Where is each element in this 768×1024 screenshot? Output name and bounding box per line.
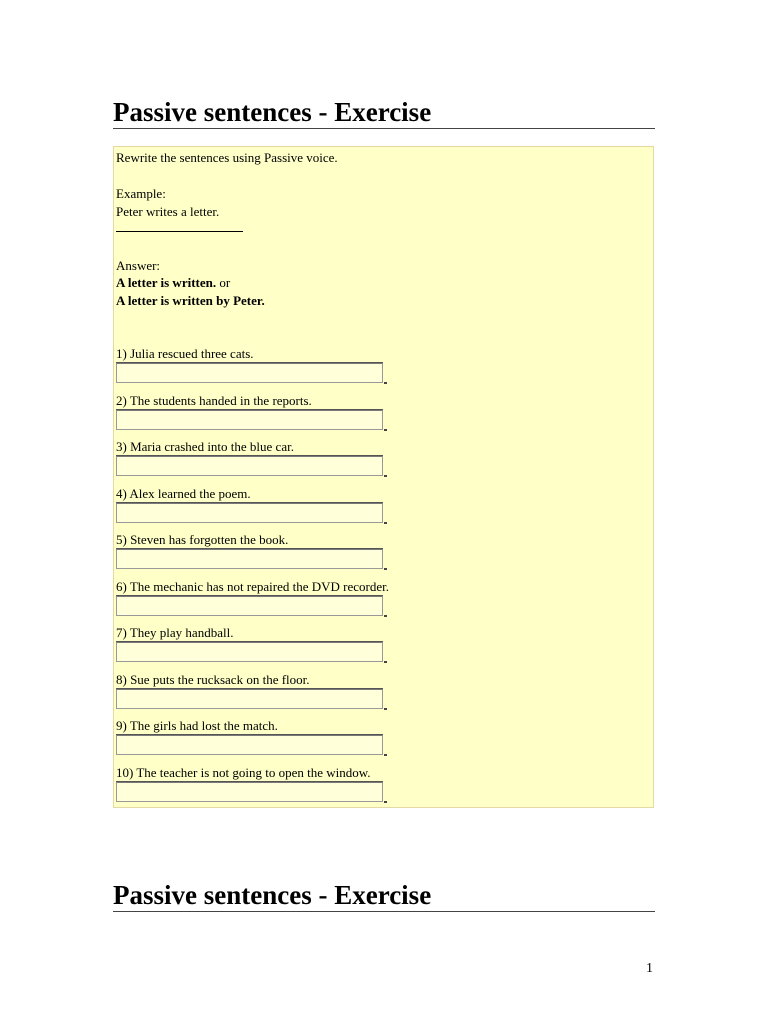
answer-input[interactable]: [116, 735, 383, 755]
question-text: 5) Steven has forgotten the book.: [116, 532, 289, 547]
answer-input[interactable]: [116, 689, 383, 709]
answer-period: [384, 708, 387, 710]
example-blank-line: [116, 231, 243, 232]
answer-period: [384, 615, 387, 617]
answer-input[interactable]: [116, 456, 383, 476]
answer-input[interactable]: [116, 410, 383, 430]
answer-period: [384, 475, 387, 477]
question-text: 1) Julia rescued three cats.: [116, 346, 254, 361]
question-text: 2) The students handed in the reports.: [116, 393, 312, 408]
question-text: 4) Alex learned the poem.: [116, 486, 251, 501]
answer-input[interactable]: [116, 782, 383, 802]
answer-period: [384, 661, 387, 663]
answer-period: [384, 801, 387, 803]
question-text: 8) Sue puts the rucksack on the floor.: [116, 672, 310, 687]
page-title: Passive sentences - Exercise: [113, 96, 655, 129]
answer-label: Answer:: [116, 258, 161, 273]
example-label: Example:: [116, 186, 166, 201]
example-sentence: Peter writes a letter.: [116, 204, 220, 219]
answer-line-2: A letter is written by Peter.: [116, 293, 265, 308]
answer-line-1: [116, 274, 230, 292]
answer-period: [384, 382, 387, 384]
question-text: 6) The mechanic has not repaired the DVD recorder.: [116, 579, 390, 594]
answer-input[interactable]: [116, 549, 383, 569]
page-title-repeat: Passive sentences - Exercise: [113, 879, 655, 912]
exercise-box: [113, 146, 654, 808]
answer-period: [384, 522, 387, 524]
question-text: 7) They play handball.: [116, 625, 234, 640]
question-text: 10) The teacher is not going to open the window.: [116, 765, 371, 780]
question-text: 9) The girls had lost the match.: [116, 718, 278, 733]
page-number: 1: [646, 961, 653, 976]
answer-or: or: [216, 275, 231, 290]
question-text: 3) Maria crashed into the blue car.: [116, 439, 294, 454]
answer-period: [384, 568, 387, 570]
answer-input[interactable]: [116, 503, 383, 523]
answer-short-form: A letter is written.: [116, 275, 217, 290]
answer-input[interactable]: [116, 363, 383, 383]
answer-input[interactable]: [116, 642, 383, 662]
answer-period: [384, 754, 387, 756]
instruction-text: Rewrite the sentences using Passive voice.: [116, 150, 338, 165]
answer-period: [384, 429, 387, 431]
answer-input[interactable]: [116, 596, 383, 616]
